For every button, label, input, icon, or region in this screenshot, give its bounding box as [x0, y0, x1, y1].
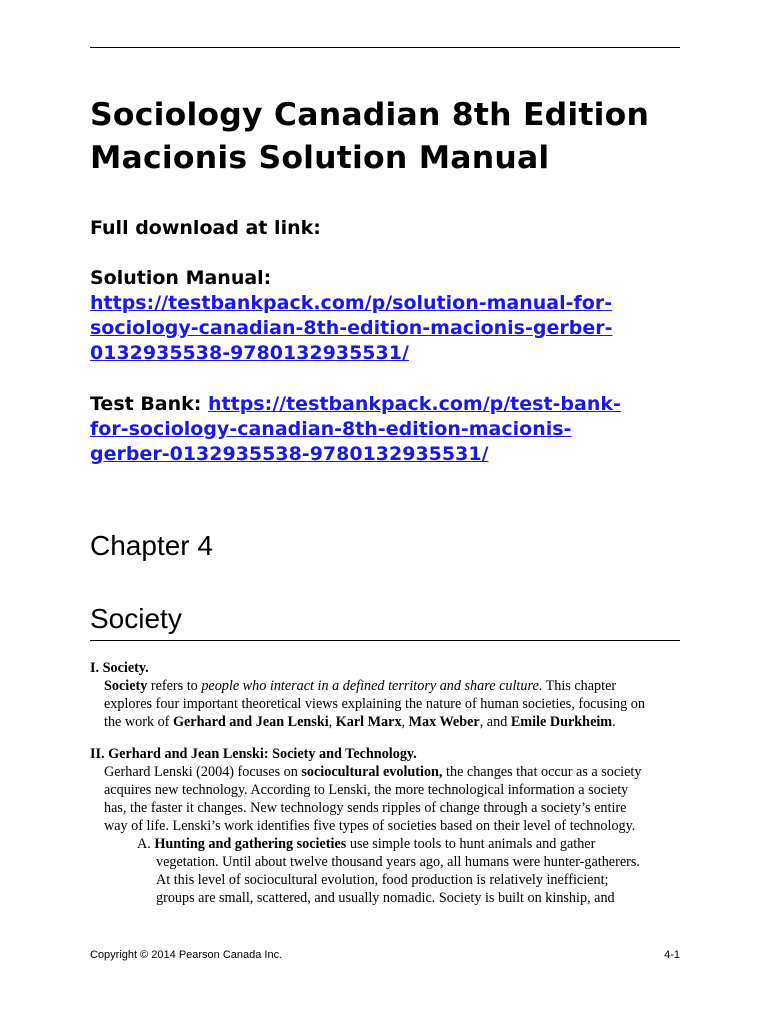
section-1-line-3: the work of Gerhard and Jean Lenski, Karl Marx, Max Weber, and Emile Durkheim.: [104, 714, 616, 730]
solution-link-line-3[interactable]: 0132935538-9780132935531/: [90, 342, 409, 364]
section-rule: [90, 640, 680, 641]
section-2-heading: II. Gerhard and Jean Lenski: Society and Technology.: [90, 746, 417, 762]
copyright-text: Copyright © 2014 Pearson Canada Inc.: [90, 949, 283, 961]
title-line-1: Sociology Canadian 8th Edition: [90, 97, 650, 133]
chapter-heading: Chapter 4: [90, 530, 213, 561]
title-line-2: Macionis Solution Manual: [90, 140, 550, 176]
solution-manual-link[interactable]: [90, 291, 612, 366]
test-bank-label: Test Bank:: [90, 393, 209, 415]
test-bank-block: [90, 392, 621, 467]
section-2-line-2: acquires new technology. According to Lenski, the more technological information a society: [104, 782, 629, 798]
top-rule: [90, 47, 680, 48]
solution-link-line-2[interactable]: sociology-canadian-8th-edition-macionis-gerber-: [90, 317, 613, 339]
section-2-line-3: has, the faster it changes. New technology sends ripples of change through a society’s entire: [104, 800, 627, 816]
section-2-line-1: Gerhard Lenski (2004) focuses on sociocultural evolution, the changes that occur as a society: [104, 764, 642, 780]
page-number: 4-1: [664, 949, 680, 961]
page-footer: [90, 948, 680, 962]
test-bank-link-line-3[interactable]: gerber-0132935538-9780132935531/: [90, 443, 489, 465]
chapter-body: [90, 659, 690, 907]
section-1-line-1: Society refers to people who interact in a defined territory and share culture. This chapter: [104, 678, 617, 694]
test-bank-link-line-1[interactable]: https://testbankpack.com/p/test-bank-: [208, 393, 621, 415]
section-title: Society: [90, 603, 182, 634]
subsection-a-line-4: groups are small, scattered, and usually nomadic. Society is built on kinship, and: [156, 890, 615, 906]
section-1-heading: I. Society.: [90, 660, 149, 676]
section-2-line-4: way of life. Lenski’s work identifies five types of societies based on their level of technology.: [104, 818, 636, 834]
document-title: [90, 94, 690, 180]
test-bank-link-line-2[interactable]: for-sociology-canadian-8th-edition-macionis-: [90, 418, 572, 440]
subsection-a-line-2: vegetation. Until about twelve thousand years ago, all humans were hunter-gatherers.: [156, 854, 640, 870]
subsection-a-line-1: A. Hunting and gathering societies use simple tools to hunt animals and gather: [137, 836, 596, 852]
solution-manual-label: Solution Manual:: [90, 267, 272, 289]
full-download-label: Full download at link:: [90, 217, 321, 239]
section-1-line-2: explores four important theoretical views explaining the nature of human societies, focusing on: [104, 696, 645, 712]
subsection-a-line-3: At this level of sociocultural evolution, food production is relatively inefficient;: [156, 872, 609, 888]
solution-link-line-1[interactable]: https://testbankpack.com/p/solution-manual-for-: [90, 292, 613, 314]
